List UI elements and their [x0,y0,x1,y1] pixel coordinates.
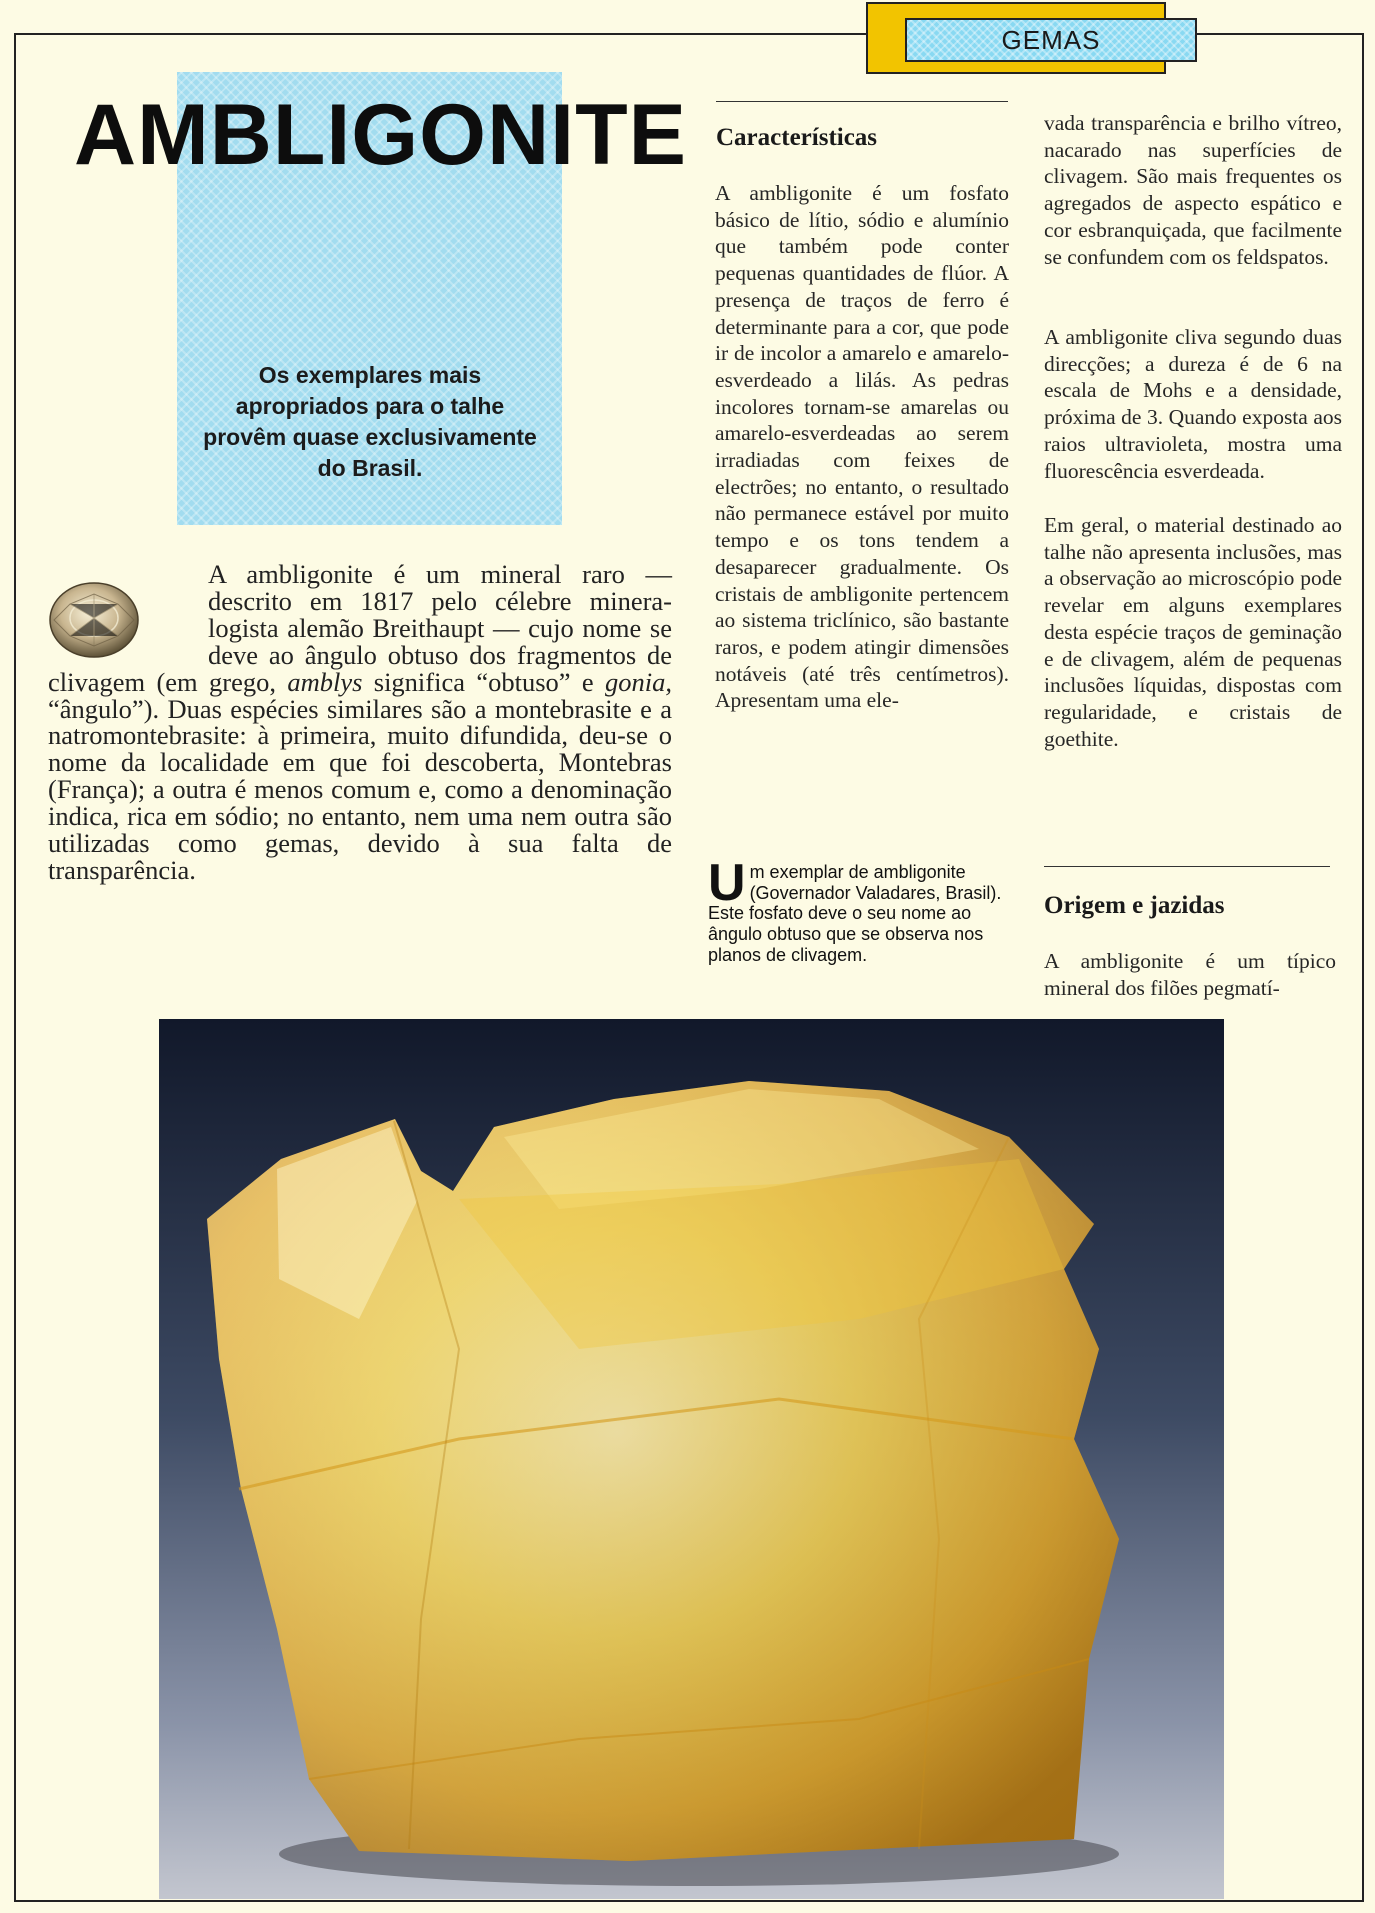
top-rule [1196,33,1362,35]
section-label: GEMAS [1001,24,1101,55]
intro-text: “ângulo”). Duas espécies similares são a montebrasite e a natromontebrasite: à primeira, muito difundida, deu-se o nome da localidade em que foi descoberta, Montebras (França); a outra é menos comum e, como a denominação indica, rica em sódio; no entanto, nem uma nem outra são utilizadas como gemas, devido à sua falta de transparência. [48,693,672,885]
column-paragraph: vada transparência e brilho vítreo, nacarado nas superfícies de clivagem. São mais frequentes os agregados de aspecto espático e cor esbranquiçada, que facilmente se confundem com os feldspatos. [1044,111,1342,269]
origem-text: A ambligonite é um típico mineral dos filões pegmatí- [1044,949,1336,1000]
origem-heading: Origem e jazidas [1044,892,1225,919]
intro-text: A ambligonite é um mineral raro — descrito em 1817 pelo célebre mineralogista alemão Breithaupt — cujo nome se deve ao ângulo obtuso dos fragmentos de clivagem (em grego, [48,559,672,697]
top-rule [14,33,866,35]
pull-quote: Os exemplares mais apropriados para o talhe provêm quase exclusivamente do Brasil. [203,362,537,481]
caption-text: m exemplar de ambligonite (Governador Valadares, Brasil). Este fosfato deve o seu nome ao ângulo obtuso que se observa nos planos de clivagem. [708,862,1002,965]
photo-caption [708,854,1008,966]
intro-term: amblys [287,666,363,697]
ambligonite-crystal-photo [159,1019,1224,1899]
caption-dropcap: U [708,854,746,912]
caracteristicas-heading: Características [716,124,878,151]
text-indent [48,561,208,668]
column-paragraph: Em geral, o material destinado ao talhe não apresenta inclusões, mas a observação ao microscópio pode revelar em alguns exemplares desta espécie traços de geminação e de clivagem, além de pequenas inclusões líquidas, dispostas com regularidade, e cristais de goethite. [1044,513,1342,751]
page-title: AMBLIGONITE [74,87,687,183]
column-paragraph: A ambligonite cliva segundo duas direcções; a dureza é de 6 na escala de Mohs e a densidade, próxima de 3. Quando exposta aos raios ultravioleta, mostra uma fluorescência esverdeada. [1044,325,1342,483]
intro-term: gonia, [605,666,672,697]
section-tab [905,18,1197,62]
column-rule [716,101,1008,102]
column-rule [1044,866,1330,867]
intro-paragraph [48,561,672,884]
intro-text: significa “obtuso” e [362,666,605,697]
caracteristicas-text: A ambligonite é um fosfato básico de lítio, sódio e alumínio que também pode conter pequenas quantidades de flúor. A presença de traços de ferro é determinante para a cor, que pode ir de incolor a amarelo e amarelo-esverdeado a lilás. As pedras incolores tornam-se amarelas ou amarelo-esverdeadas ao serem irradiadas com feixes de electrões; no entanto, o resultado não permanece estável por muito tempo e os tons tendem a desaparecer gradualmente. Os cristais de ambligonite pertencem ao sistema triclínico, são bastante raros, e podem atingir dimensões notáveis (até três centímetros). Apresentam uma ele- [715,181,1009,713]
